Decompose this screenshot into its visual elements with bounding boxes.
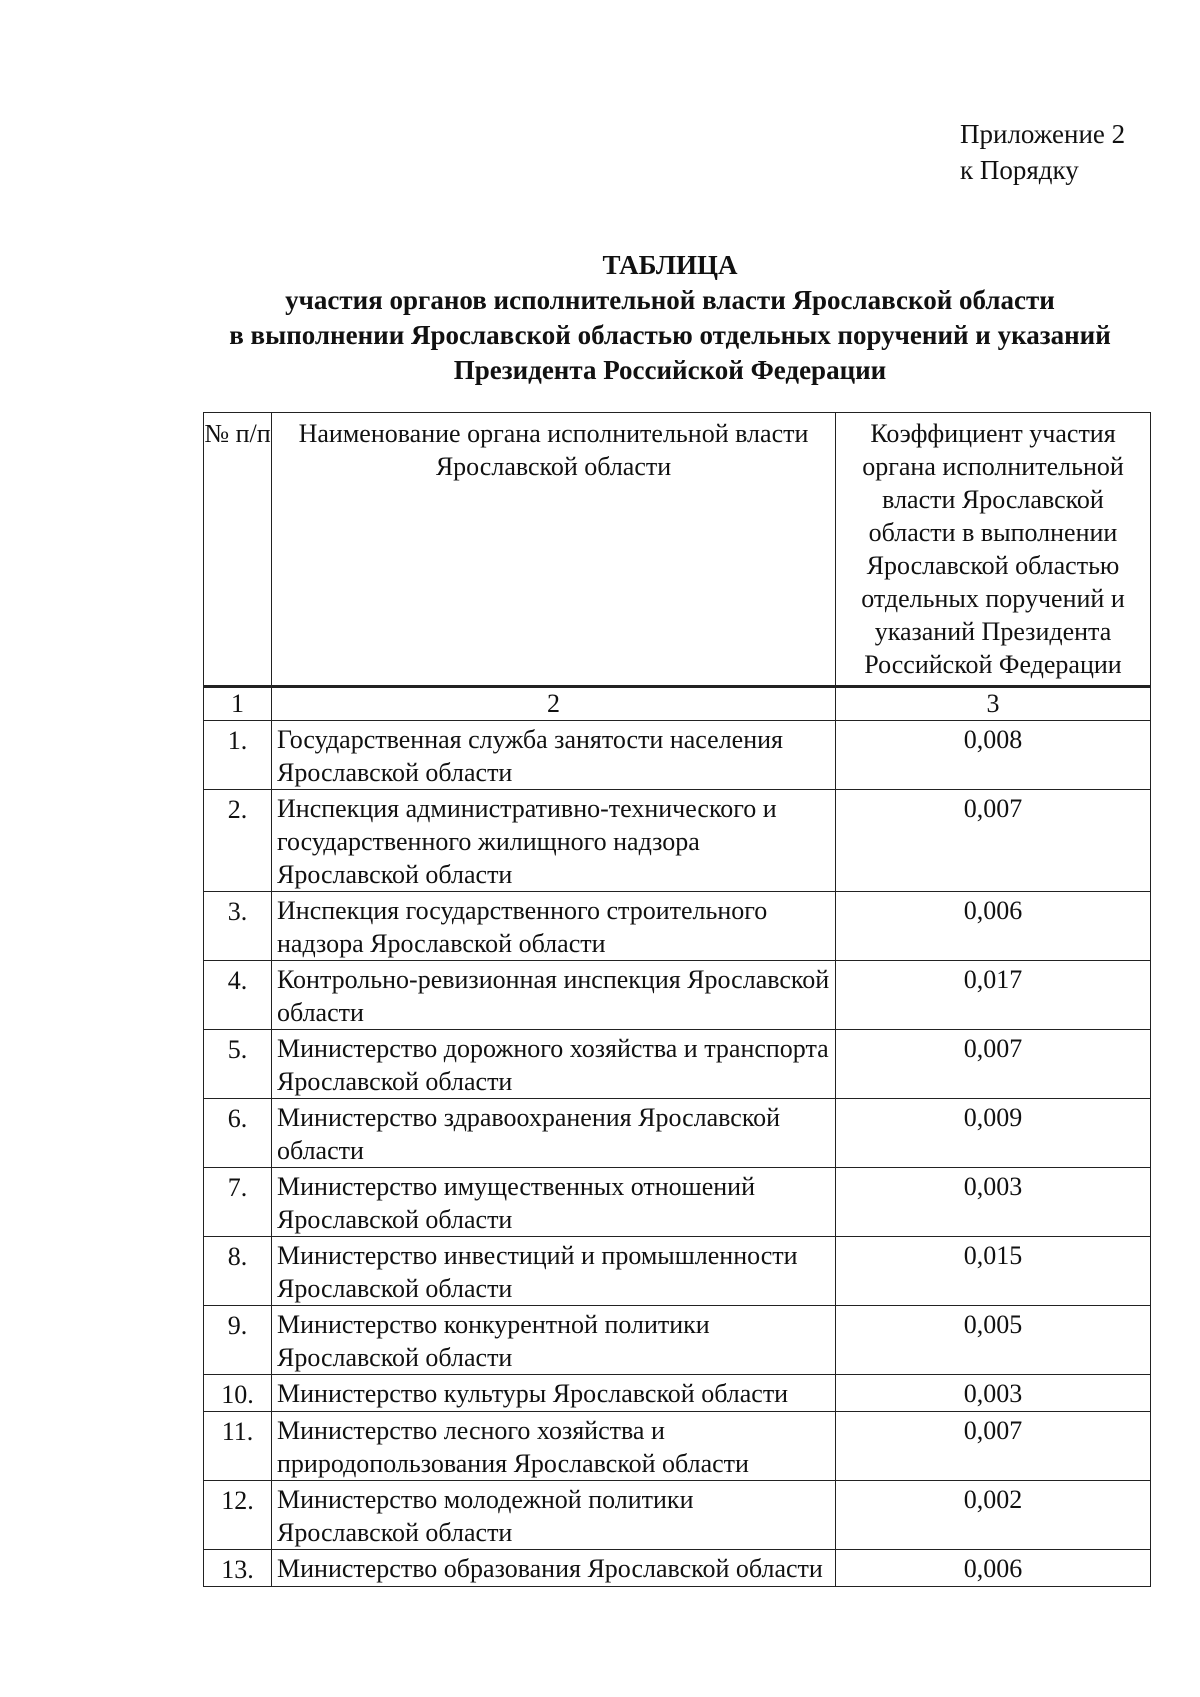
header-name: Наименование органа исполнительной власти Ярославской области bbox=[272, 413, 836, 687]
row-number: 7. bbox=[204, 1168, 272, 1237]
row-organ-name: Министерство конкурентной политики Ярославской области bbox=[272, 1306, 836, 1375]
column-index-1: 1 bbox=[204, 687, 272, 721]
column-index-row bbox=[204, 687, 1151, 721]
row-number: 12. bbox=[204, 1481, 272, 1550]
row-coefficient: 0,008 bbox=[836, 721, 1151, 790]
row-organ-name: Министерство имущественных отношений Ярославской области bbox=[272, 1168, 836, 1237]
row-coefficient: 0,017 bbox=[836, 961, 1151, 1030]
header-number: № п/п bbox=[204, 413, 272, 687]
row-coefficient: 0,005 bbox=[836, 1306, 1151, 1375]
row-organ-name: Министерство инвестиций и промышленности Ярославской области bbox=[272, 1237, 836, 1306]
row-number: 13. bbox=[204, 1550, 272, 1587]
table-row bbox=[204, 892, 1151, 961]
table-header-row bbox=[204, 413, 1151, 687]
row-number: 10. bbox=[204, 1375, 272, 1412]
row-coefficient: 0,006 bbox=[836, 1550, 1151, 1587]
row-organ-name: Министерство образования Ярославской области bbox=[272, 1550, 836, 1587]
row-number: 5. bbox=[204, 1030, 272, 1099]
row-coefficient: 0,015 bbox=[836, 1237, 1151, 1306]
table-row bbox=[204, 961, 1151, 1030]
row-coefficient: 0,007 bbox=[836, 1412, 1151, 1481]
participation-table bbox=[203, 412, 1151, 1587]
table-row bbox=[204, 1099, 1151, 1168]
table-row bbox=[204, 1168, 1151, 1237]
row-organ-name: Государственная служба занятости населения Ярославской области bbox=[272, 721, 836, 790]
appendix-line-2: к Порядку bbox=[960, 155, 1079, 185]
table-row bbox=[204, 1030, 1151, 1099]
row-organ-name: Министерство лесного хозяйства и природопользования Ярославской области bbox=[272, 1412, 836, 1481]
row-organ-name: Министерство молодежной политики Ярославской области bbox=[272, 1481, 836, 1550]
row-organ-name: Инспекция административно-технического и государственного жилищного надзора Ярославской области bbox=[272, 790, 836, 892]
title-line-2: участия органов исполнительной власти Ярославской области bbox=[285, 285, 1055, 315]
column-index-3: 3 bbox=[836, 687, 1151, 721]
row-number: 2. bbox=[204, 790, 272, 892]
table-row bbox=[204, 721, 1151, 790]
title-line-4: Президента Российской Федерации bbox=[453, 355, 887, 385]
row-organ-name: Министерство дорожного хозяйства и транспорта Ярославской области bbox=[272, 1030, 836, 1099]
document-title bbox=[150, 248, 1190, 388]
row-coefficient: 0,003 bbox=[836, 1168, 1151, 1237]
row-organ-name: Контрольно-ревизионная инспекция Ярославской области bbox=[272, 961, 836, 1030]
row-organ-name: Министерство культуры Ярославской области bbox=[272, 1375, 836, 1412]
row-number: 4. bbox=[204, 961, 272, 1030]
table-row bbox=[204, 1550, 1151, 1587]
row-number: 9. bbox=[204, 1306, 272, 1375]
row-organ-name: Инспекция государственного строительного надзора Ярославской области bbox=[272, 892, 836, 961]
title-line-1: ТАБЛИЦА bbox=[602, 250, 738, 280]
row-coefficient: 0,009 bbox=[836, 1099, 1151, 1168]
table-row bbox=[204, 1306, 1151, 1375]
row-number: 1. bbox=[204, 721, 272, 790]
row-coefficient: 0,002 bbox=[836, 1481, 1151, 1550]
row-number: 11. bbox=[204, 1412, 272, 1481]
appendix-note bbox=[960, 116, 1125, 188]
row-coefficient: 0,003 bbox=[836, 1375, 1151, 1412]
table-row bbox=[204, 1481, 1151, 1550]
column-index-2: 2 bbox=[272, 687, 836, 721]
row-number: 6. bbox=[204, 1099, 272, 1168]
appendix-line-1: Приложение 2 bbox=[960, 119, 1126, 149]
row-coefficient: 0,006 bbox=[836, 892, 1151, 961]
row-number: 3. bbox=[204, 892, 272, 961]
table-row bbox=[204, 1375, 1151, 1412]
row-coefficient: 0,007 bbox=[836, 1030, 1151, 1099]
header-coefficient: Коэффициент участия органа исполнительной власти Ярославской области в выполнении Ярославской областью отдельных поручений и указаний Президента Российской Федерации bbox=[836, 413, 1151, 687]
title-line-3: в выполнении Ярославской областью отдельных поручений и указаний bbox=[229, 320, 1111, 350]
row-coefficient: 0,007 bbox=[836, 790, 1151, 892]
row-number: 8. bbox=[204, 1237, 272, 1306]
row-organ-name: Министерство здравоохранения Ярославской области bbox=[272, 1099, 836, 1168]
table-row bbox=[204, 1412, 1151, 1481]
table-row bbox=[204, 790, 1151, 892]
table-row bbox=[204, 1237, 1151, 1306]
